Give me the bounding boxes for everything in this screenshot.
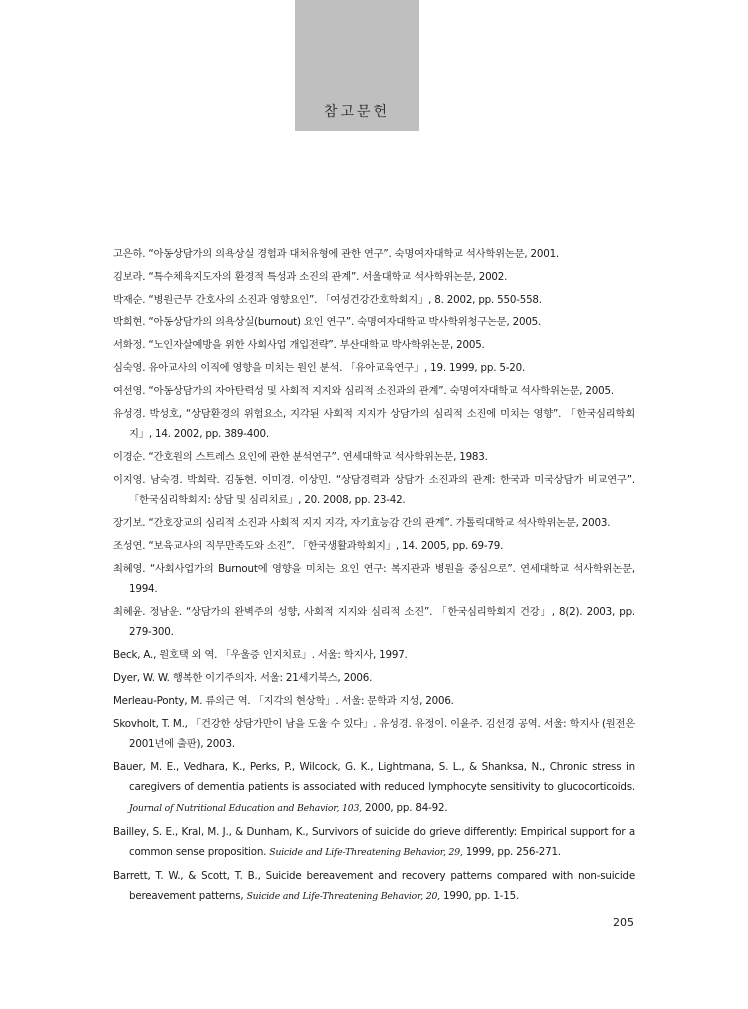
reference-journal: Suicide and Life-Threatening Behavior, 29, (269, 847, 463, 859)
reference-entry (113, 559, 635, 600)
reference-text: 유성경. 박성호, “상담환경의 위험요소, 지각된 사회적 지지가 상담가의 심리적 소진에 미치는 영향”. 「한국심리학회지」, 14. 2002, pp. 389-400. (113, 407, 635, 441)
reference-text: 여선영. “아동상담가의 자아탄력성 및 사회적 지지와 심리적 소진과의 관계”. 숙명여자대학교 석사학위논문, 2005. (113, 384, 614, 397)
reference-entry (113, 536, 635, 557)
reference-entry (113, 312, 635, 333)
reference-entry (113, 470, 635, 511)
reference-entry (113, 668, 635, 689)
reference-text: Merleau-Ponty, M. 류의근 역. 「지각의 현상학」. 서울: 문학과 지성, 2006. (113, 694, 454, 707)
reference-entry (113, 447, 635, 468)
reference-text: 이지영. 남숙경. 박희락. 김동현. 이미경. 이상민. “상담경력과 상담가 소진과의 관계: 한국과 미국상담가 비교연구”. 「한국심리학회지: 상담 및 심리치료」, 20. 2008, pp. 23-42. (113, 473, 635, 507)
reference-entry (113, 866, 635, 908)
reference-text: 고은하. “아동상담가의 의욕상실 경험과 대처유형에 관한 연구”. 숙명여자대학교 석사학위논문, 2001. (113, 248, 559, 260)
reference-text: Skovholt, T. M., 「건강한 상담가만이 남을 도울 수 있다」. 유성경. 유정이. 이윤주. 김선경 공역. 서울: 학지사 (원전은 2001년에 출판), 2003. (113, 717, 635, 751)
reference-entry (113, 267, 635, 288)
section-title: 참고문헌 (323, 104, 391, 120)
reference-entry (113, 757, 635, 820)
reference-entry (113, 244, 635, 265)
reference-entry (113, 358, 635, 379)
reference-text: 최혜윤. 정남운. “상담가의 완벽주의 성향, 사회적 지지와 심리적 소진”. 「한국심리학회지 건강」, 8(2). 2003, pp. 279-300. (113, 605, 635, 639)
reference-list (113, 244, 635, 910)
reference-pages: 1990, pp. 1-15. (439, 890, 520, 903)
reference-pages: 2000, pp. 84-92. (361, 801, 448, 814)
section-header-tab (295, 0, 419, 131)
reference-text: 이경순. “간호원의 스트레스 요인에 관한 분석연구”. 연세대학교 석사학위논문, 1983. (113, 450, 488, 463)
reference-text: 심숙영. 유아교사의 이직에 영향을 미치는 원인 분석. 「유아교육연구」, 19. 1999, pp. 5-20. (113, 361, 526, 374)
reference-text: Bailley, S. E., Kral, M. J., & Dunham, K., Survivors of suicide do grieve differently: Empirical support for a common sense proposition. (113, 825, 635, 859)
reference-entry (113, 513, 635, 534)
reference-entry (113, 381, 635, 402)
reference-entry (113, 714, 635, 755)
reference-entry (113, 691, 635, 712)
reference-text: 박재순. “병원근무 간호사의 소진과 영향요인”. 「여성건강간호학회지」, 8. 2002, pp. 550-558. (113, 293, 542, 306)
reference-text: 장기보. “간호장교의 심리적 소진과 사회적 지지 지각, 자기효능감 간의 관계”. 가톨릭대학교 석사학위논문, 2003. (113, 516, 611, 529)
reference-text: Dyer, W. W. 행복한 이기주의자. 서울: 21세기북스, 2006. (113, 671, 373, 684)
reference-text: 서화정. “노인자살예방을 위한 사회사업 개입전략”. 부산대학교 박사학위논문, 2005. (113, 339, 485, 352)
reference-entry (113, 645, 635, 666)
reference-text: Beck, A., 원호택 외 역. 「우울증 인지치료」. 서울: 학지사, 1997. (113, 649, 408, 662)
reference-pages: 1999, pp. 256-271. (462, 846, 561, 859)
reference-entry (113, 602, 635, 643)
reference-entry (113, 822, 635, 864)
reference-text: 박희현. “아동상담가의 의욕상실(burnout) 요인 연구”. 숙명여자대학교 박사학위청구논문, 2005. (113, 316, 542, 329)
reference-journal: Journal of Nutritional Education and Behavior, 103, (129, 802, 362, 814)
reference-text: 김보라. “특수체육지도자의 환경적 특성과 소진의 관계”. 서울대학교 석사학위논문, 2002. (113, 270, 508, 283)
reference-entry (113, 335, 635, 356)
page-number: 205 (613, 916, 634, 929)
reference-entry (113, 290, 635, 311)
reference-text: Barrett, T. W., & Scott, T. B., Suicide bereavement and recovery patterns compared with non-suicide bereavement patterns, (113, 869, 635, 903)
reference-text: 최혜영. “사회사업가의 Burnout에 영향을 미치는 요인 연구: 복지관과 병원을 중심으로”. 연세대학교 석사학위논문, 1994. (113, 562, 635, 596)
reference-text: Bauer, M. E., Vedhara, K., Perks, P., Wilcock, G. K., Lightmana, S. L., & Shanksa, N., Chronic stress in caregivers of dementia patients is associated with reduced lymphocyte sensitivity to glucocorticoids. (113, 760, 635, 794)
reference-text: 조성연. “보육교사의 직무만족도와 소진”. 「한국생활과학회지」, 14. 2005, pp. 69-79. (113, 539, 504, 552)
reference-entry (113, 404, 635, 445)
reference-journal: Suicide and Life-Threatening Behavior, 20, (246, 891, 440, 903)
